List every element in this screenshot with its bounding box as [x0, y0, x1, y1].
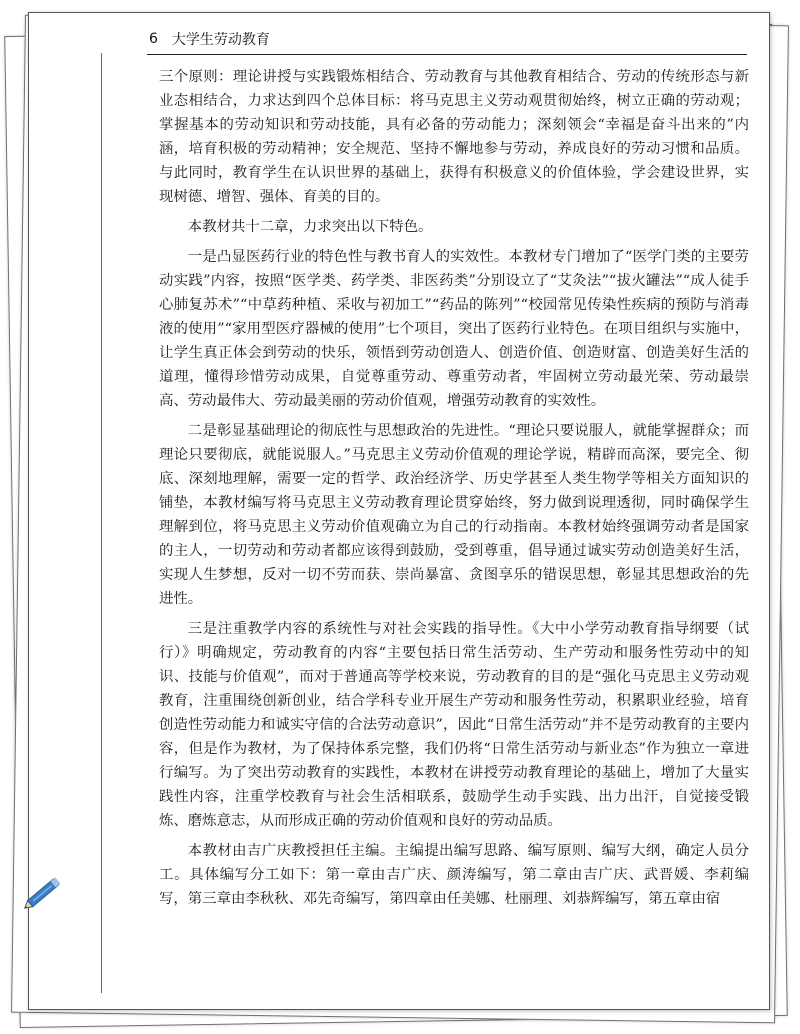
header-rule: [147, 54, 747, 55]
paragraph: 一是凸显医药行业的特色性与教书育人的实效性。本教材专门增加了“医学门类的主要劳动实践”内容，按照“医学类、药学类、非医药类”分别设立了“艾灸法”“拔火罐法”“成人徒手心肺复苏术”“中草药种植、采收与初加工”“药品的陈列”“校园常见传染性疾病的预防与消毒液的使用”“家用型医疗器械的使用”七个项目，突出了医药行业特色。在项目组织与实施中，让学生真正体会到劳动的快乐，领悟到劳动创造人、创造价值、创造财富、创造美好生活的道理，懂得珍惜劳动成果，自觉尊重劳动、尊重劳动者，牢固树立劳动最光荣、劳动最崇高、劳动最伟大、劳动最美丽的劳动价值观，增强劳动教育的实效性。: [159, 249, 749, 409]
paragraph: 三是注重教学内容的系统性与对社会实践的指导性。《大中小学劳动教育指导纲要（试行）》明确规定，劳动教育的内容“主要包括日常生活劳动、生产劳动和服务性劳动中的知识、技能与价值观”，而对于普通高等学校来说，劳动教育的目的是“强化马克思主义劳动观教育，注重围绕创新创业，结合学科专业开展生产劳动和服务性劳动，积累职业经验，培育创造性劳动能力和诚实守信的合法劳动意识”，因此“日常生活劳动”并不是劳动教育的主要内容，但是作为教材，为了保持体系完整，我们仍将“日常生活劳动与新业态”作为独立一章进行编写。为了突出劳动教育的实践性，本教材在讲授劳动教育理论的基础上，增加了大量实践性内容，注重学校教育与社会生活相联系，鼓励学生动手实践、出力出汗，自觉接受锻炼、磨炼意志，从而形成正确的劳动价值观和良好的劳动品质。: [159, 621, 749, 829]
paragraph: 三个原则：理论讲授与实践锻炼相结合、劳动教育与其他教育相结合、劳动的传统形态与新业态相结合，力求达到四个总体目标：将马克思主义劳动观贯彻始终，树立正确的劳动观；掌握基本的劳动知识和劳动技能，具有必备的劳动能力；深刻领会“幸福是奋斗出来的”内涵，培育积极的劳动精神；安全规范、坚持不懈地参与劳动，养成良好的劳动习惯和品质。与此同时，教育学生在认识世界的基础上，获得有积极意义的价值体验，学会建设世界，实现树德、增智、强体、育美的目的。: [159, 69, 749, 205]
paragraph: 二是彰显基础理论的彻底性与思想政治的先进性。“理论只要说服人，就能掌握群众；而理论只要彻底，就能说服人。”马克思主义劳动价值观的理论学说，精辟而高深，要完全、彻底、深刻地理解，需要一定的哲学、政治经济学、历史学甚至人类生物学等相关方面知识的铺垫，本教材编写将马克思主义劳动教育理论贯穿始终，努力做到说理透彻，同时确保学生理解到位，将马克思主义劳动价值观确立为自己的行动指南。本教材始终强调劳动者是国家的主人，一切劳动和劳动者都应该得到鼓励，受到尊重，倡导通过诚实劳动创造美好生活，实现人生梦想，反对一切不劳而获、崇尚暴富、贪图享乐的错误思想，彰显其思想政治的先进性。: [159, 423, 749, 607]
document-page: [28, 12, 770, 1010]
margin-rule: [101, 53, 102, 993]
book-title: 大学生劳动教育: [171, 32, 270, 48]
page-number: 6: [149, 31, 158, 47]
page-body: [159, 65, 749, 917]
pencil-icon: [18, 866, 70, 918]
page-header: [149, 27, 270, 51]
paragraph: 本教材由吉广庆教授担任主编。主编提出编写思路、编写原则、编写大纲，确定人员分工。具体编写分工如下：第一章由吉广庆、颜涛编写，第二章由吉广庆、武晋媛、李莉编写，第三章由李秋秋、邓先奇编写，第四章由任美娜、杜丽理、刘恭辉编写，第五章由宿: [159, 843, 749, 907]
paragraph: 本教材共十二章，力求突出以下特色。: [187, 219, 433, 235]
